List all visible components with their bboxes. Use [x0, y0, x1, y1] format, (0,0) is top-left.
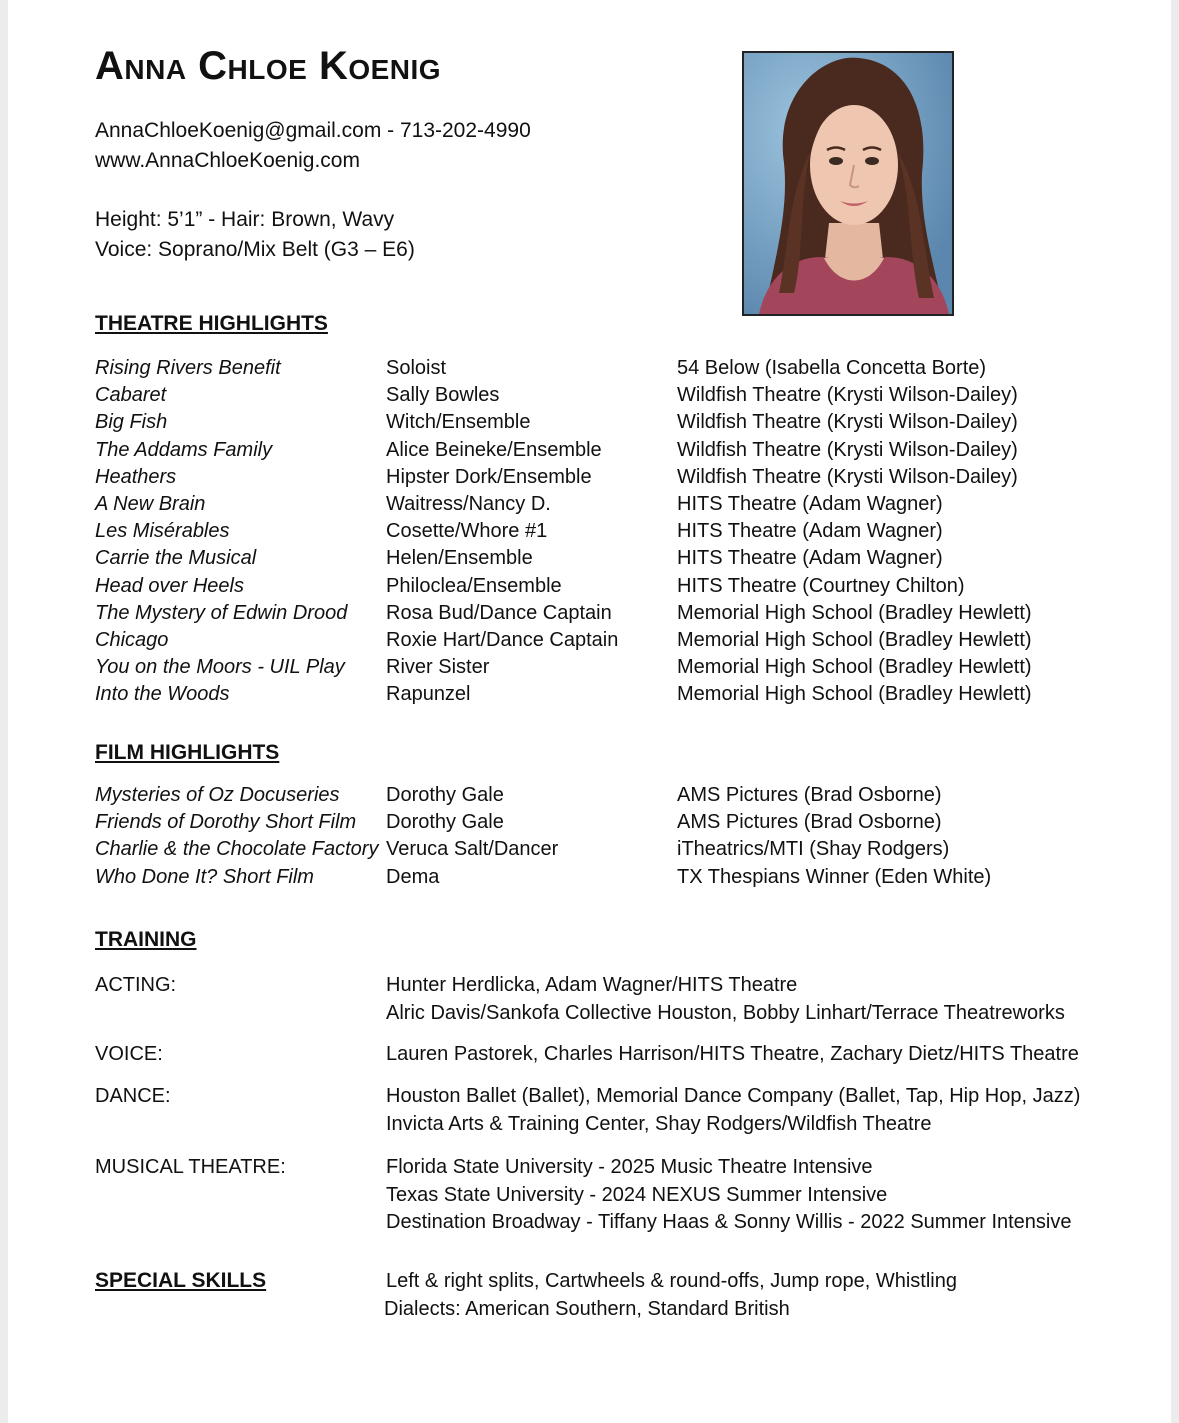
film-highlights-heading: FILM HIGHLIGHTS	[95, 741, 280, 764]
credit-role: Roxie Hart/Dance Captain	[386, 628, 619, 651]
credit-role: Rosa Bud/Dance Captain	[386, 601, 612, 624]
credit-title: Heathers	[95, 465, 177, 488]
credit-role: Dorothy Gale	[386, 811, 504, 834]
credit-title: Carrie the Musical	[95, 547, 257, 570]
credit-venue: Memorial High School (Bradley Hewlett)	[677, 601, 1032, 624]
training-musical-theatre-line: Texas State University - 2024 NEXUS Summer Intensive	[386, 1183, 888, 1206]
film-credit-row	[95, 809, 1095, 836]
performer-name: Anna Chloe Koenig	[95, 44, 442, 88]
special-skills-heading: SPECIAL SKILLS	[95, 1269, 267, 1292]
credit-venue: Memorial High School (Bradley Hewlett)	[677, 628, 1032, 651]
credit-title: Cabaret	[95, 384, 167, 407]
credit-role: Cosette/Whore #1	[386, 520, 548, 543]
training-musical-theatre-line: Destination Broadway - Tiffany Haas & Sonny Willis - 2022 Summer Intensive	[386, 1211, 1072, 1233]
credit-venue: HITS Theatre (Adam Wagner)	[677, 520, 943, 543]
credit-role: Dema	[386, 865, 440, 888]
credit-venue: HITS Theatre (Courtney Chilton)	[677, 574, 965, 597]
voice-type: Voice: Soprano/Mix Belt (G3 – E6)	[95, 238, 415, 261]
training-dance-details	[386, 1083, 1080, 1138]
theatre-highlights-heading: THEATRE HIGHLIGHTS	[95, 312, 328, 335]
credit-role: Hipster Dork/Ensemble	[386, 465, 592, 488]
training-acting-line: Hunter Herdlicka, Adam Wagner/HITS Theatre	[386, 974, 798, 996]
training-dance-label: DANCE:	[95, 1085, 171, 1107]
credit-role: Rapunzel	[386, 683, 471, 706]
training-musical-theatre-line: Florida State University - 2025 Music Theatre Intensive	[386, 1156, 873, 1178]
special-skills-line: Dialects: American Southern, Standard British	[384, 1297, 790, 1320]
credit-venue: iTheatrics/MTI (Shay Rodgers)	[677, 838, 950, 861]
credit-role: Waitress/Nancy D.	[386, 492, 551, 515]
headshot-illustration	[744, 53, 952, 314]
credit-title: Big Fish	[95, 411, 168, 434]
training-heading: TRAINING	[95, 928, 197, 951]
credit-role: Philoclea/Ensemble	[386, 574, 562, 597]
theatre-credit-row	[95, 382, 1095, 409]
credit-title: Who Done It? Short Film	[95, 865, 314, 888]
credit-title: Mysteries of Oz Docuseries	[95, 784, 340, 806]
training-voice-details	[386, 1041, 1079, 1069]
credit-venue: Wildfish Theatre (Krysti Wilson-Dailey)	[677, 384, 1018, 407]
credit-title: Into the Woods	[95, 683, 230, 706]
credit-venue: Wildfish Theatre (Krysti Wilson-Dailey)	[677, 438, 1018, 461]
training-acting-label: ACTING:	[95, 974, 177, 996]
training-acting-line: Alric Davis/Sankofa Collective Houston, Bobby Linhart/Terrace Theatreworks	[386, 1001, 1065, 1024]
theatre-credit-row	[95, 437, 1095, 464]
theatre-credit-row	[95, 355, 1095, 382]
theatre-credit-row	[95, 600, 1095, 627]
training-acting-details	[386, 972, 1065, 1027]
training-dance-line: Houston Ballet (Ballet), Memorial Dance Company (Ballet, Tap, Hip Hop, Jazz)	[386, 1085, 1081, 1107]
training-dance-line: Invicta Arts & Training Center, Shay Rodgers/Wildfish Theatre	[386, 1112, 932, 1135]
training-voice-label: VOICE:	[95, 1043, 163, 1065]
credit-title: Rising Rivers Benefit	[95, 357, 281, 379]
headshot-photo	[742, 51, 954, 316]
credit-venue: Wildfish Theatre (Krysti Wilson-Dailey)	[677, 465, 1018, 488]
credit-role: Dorothy Gale	[386, 784, 504, 806]
special-skills-line: Left & right splits, Cartwheels & round-offs, Jump rope, Whistling	[386, 1270, 957, 1292]
credit-title: Friends of Dorothy Short Film	[95, 811, 357, 834]
resume-page	[8, 0, 1171, 1423]
credit-title: Les Misérables	[95, 520, 230, 543]
theatre-credit-row	[95, 654, 1095, 681]
credit-title: Chicago	[95, 628, 169, 651]
film-credit-row	[95, 836, 1095, 863]
credit-venue: AMS Pictures (Brad Osborne)	[677, 811, 942, 834]
credit-venue: HITS Theatre (Adam Wagner)	[677, 492, 943, 515]
theatre-credit-row	[95, 464, 1095, 491]
credit-role: Soloist	[386, 357, 447, 379]
credit-venue: Wildfish Theatre (Krysti Wilson-Dailey)	[677, 411, 1018, 434]
credit-role: River Sister	[386, 656, 490, 679]
height-hair: Height: 5’1” - Hair: Brown, Wavy	[95, 208, 395, 231]
credit-role: Veruca Salt/Dancer	[386, 838, 559, 861]
theatre-credits-list	[95, 355, 1095, 708]
credit-venue: TX Thespians Winner (Eden White)	[677, 865, 992, 888]
theatre-credit-row	[95, 573, 1095, 600]
credit-role: Alice Beineke/Ensemble	[386, 438, 602, 461]
credit-title: A New Brain	[95, 492, 206, 515]
credit-title: Head over Heels	[95, 574, 244, 597]
credit-title: You on the Moors - UIL Play	[95, 656, 345, 679]
credit-title: The Mystery of Edwin Drood	[95, 601, 348, 624]
theatre-credit-row	[95, 518, 1095, 545]
theatre-credit-row	[95, 545, 1095, 572]
training-musical-theatre-label: MUSICAL THEATRE:	[95, 1156, 286, 1178]
credit-role: Sally Bowles	[386, 384, 500, 407]
credit-venue: 54 Below (Isabella Concetta Borte)	[677, 357, 987, 379]
film-credit-row	[95, 864, 1095, 891]
theatre-credit-row	[95, 681, 1095, 708]
credit-venue: Memorial High School (Bradley Hewlett)	[677, 656, 1032, 679]
theatre-credit-row	[95, 491, 1095, 518]
credit-role: Helen/Ensemble	[386, 547, 533, 570]
credit-venue: AMS Pictures (Brad Osborne)	[677, 784, 942, 806]
credit-role: Witch/Ensemble	[386, 411, 531, 434]
training-voice-line: Lauren Pastorek, Charles Harrison/HITS Theatre, Zachary Dietz/HITS Theatre	[386, 1043, 1079, 1065]
contact-email-phone: AnnaChloeKoenig@gmail.com - 713-202-4990	[95, 119, 531, 142]
contact-website: www.AnnaChloeKoenig.com	[95, 149, 360, 172]
credit-venue: HITS Theatre (Adam Wagner)	[677, 547, 943, 570]
film-credits-list	[95, 782, 1095, 891]
special-skills-details	[386, 1268, 957, 1323]
training-musical-theatre-details	[386, 1154, 1072, 1237]
theatre-credit-row	[95, 627, 1095, 654]
credit-venue: Memorial High School (Bradley Hewlett)	[677, 683, 1032, 706]
theatre-credit-row	[95, 409, 1095, 436]
film-credit-row	[95, 782, 1095, 809]
credit-title: Charlie & the Chocolate Factory	[95, 838, 379, 861]
credit-title: The Addams Family	[95, 438, 273, 461]
